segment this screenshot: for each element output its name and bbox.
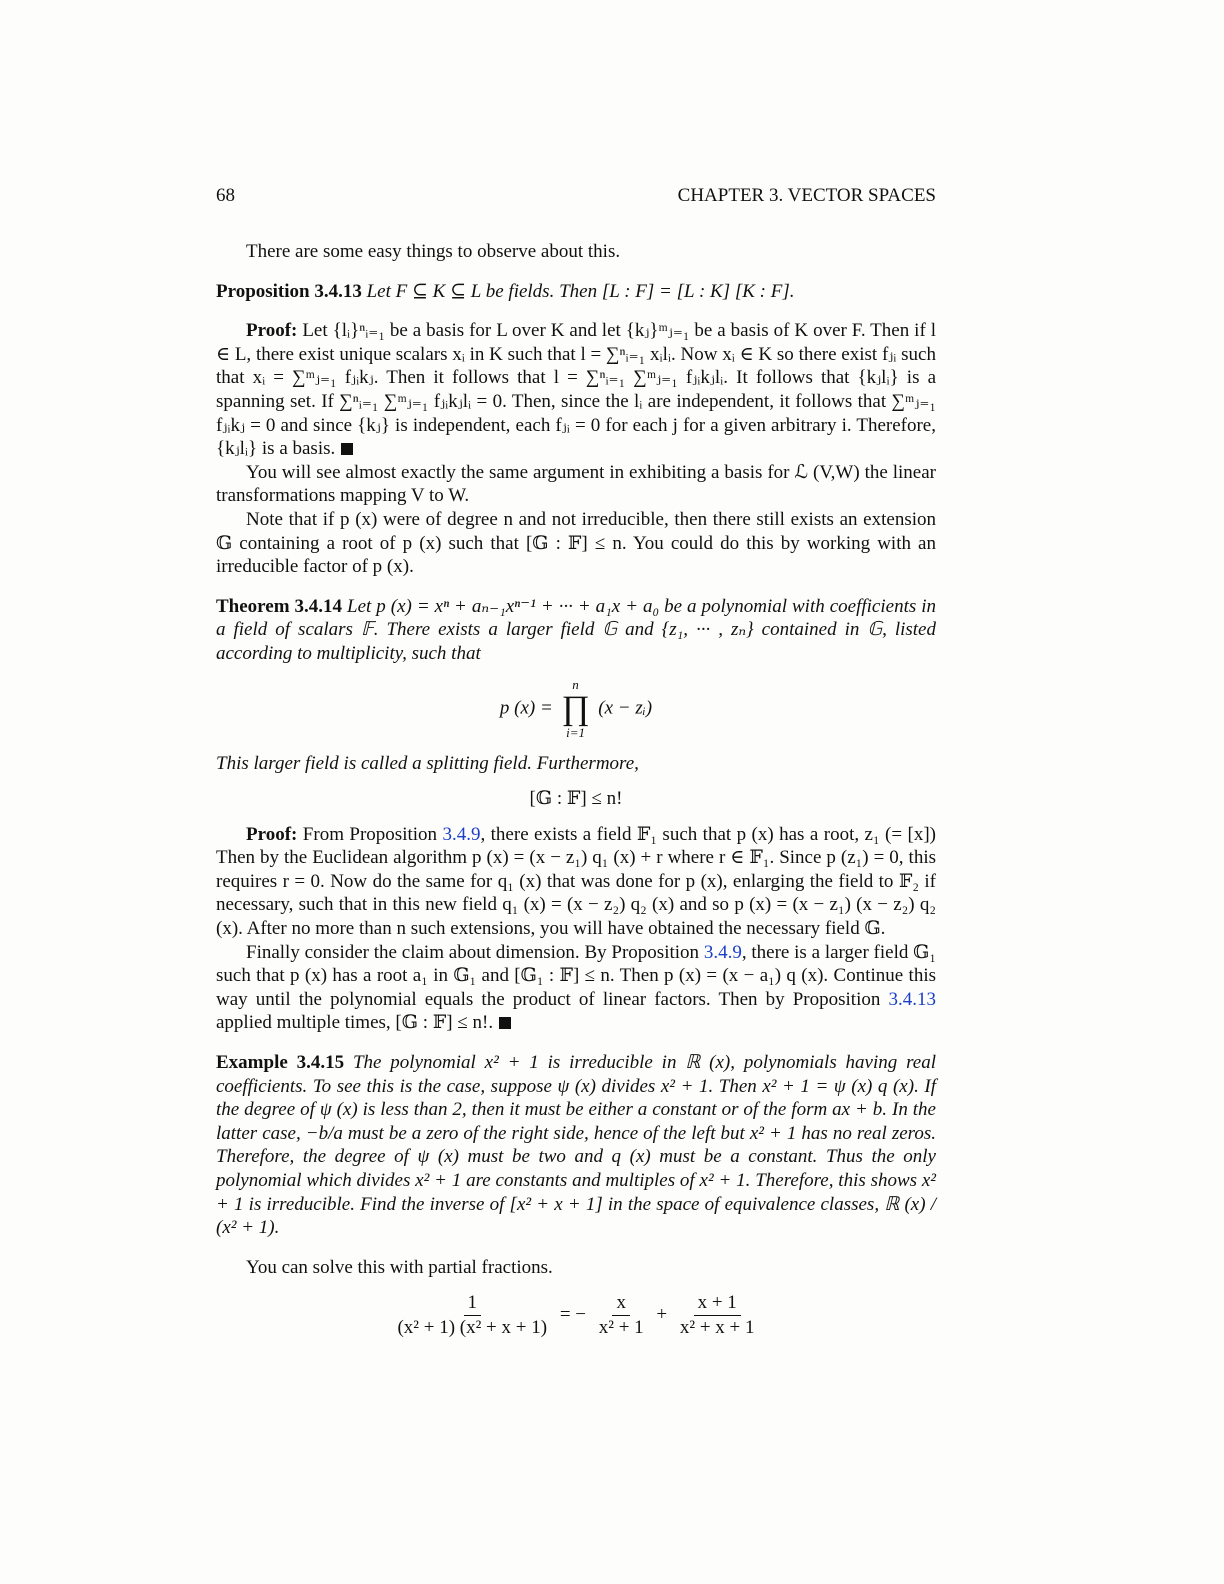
- chapter-title: CHAPTER 3. VECTOR SPACES: [677, 185, 936, 206]
- theorem-statement: Let p (x) = xⁿ + aₙ₋₁xⁿ⁻¹ + ··· + a₁x + a₀ be a polynomial with coefficients in a field of scalars 𝔽. There exists a larger field 𝔾 and {z₁, ··· , zₙ} contained in 𝔾, listed according to multiplicity, such that: [216, 595, 937, 664]
- denominator: (x² + 1) (x² + x + 1): [397, 1317, 548, 1339]
- ref-prop-3-4-9[interactable]: 3.4.9: [442, 823, 481, 845]
- proposition-statement: Let F ⊆ K ⊆ L be fields. Then [L : F] = [L : K] [K : F].: [366, 280, 795, 302]
- plus-sign: +: [656, 1304, 668, 1326]
- proof-body: Let {lᵢ}ⁿᵢ₌₁ be a basis for L over K and let {kⱼ}ᵐⱼ₌₁ be a basis of K over F. Then if l ∈ L, there exist unique scalars xᵢ in K such that l = ∑ⁿᵢ₌₁ xᵢlᵢ. Now xᵢ ∈ K so there exist fⱼᵢ such that xᵢ = ∑ᵐⱼ₌₁ fⱼᵢkⱼ. Then it follows that l = ∑ⁿᵢ₌₁ ∑ᵐⱼ₌₁ fⱼᵢkⱼlᵢ. It follows that {kⱼlᵢ} is a spanning set. If ∑ⁿᵢ₌₁ ∑ᵐⱼ₌₁ fⱼᵢkⱼlᵢ = 0. Then, since the lᵢ are independent, it follows that ∑ᵐⱼ₌₁ fⱼᵢkⱼ = 0 and since {kⱼ} is independent, each fⱼᵢ = 0 for each j for a given arbitrary i. Therefore, {kⱼlᵢ} is a basis.: [216, 320, 936, 460]
- basis-paragraph: You will see almost exactly the same argument in exhibiting a basis for ℒ (V,W) the linear transformations mapping V to W.: [216, 461, 936, 507]
- partial-fraction-equation: [216, 1291, 936, 1340]
- note-paragraph: Note that if p (x) were of degree n and not irreducible, then there still exists an extension 𝔾 containing a root of p (x) such that [𝔾 : 𝔽] ≤ n. You could do this by working with an irreducible factor of p (x).: [216, 508, 936, 578]
- proof-label: Proof:: [246, 320, 298, 342]
- prod-lower-limit: i=1: [566, 724, 585, 740]
- proposition-3-4-13: [216, 280, 936, 304]
- product-equation: [216, 678, 936, 740]
- proof-theorem-part2: [216, 941, 936, 1035]
- proof-label: Proof:: [246, 823, 298, 845]
- proof-text: Finally consider the claim about dimension. By Proposition: [246, 941, 700, 963]
- proof-text: , there is a larger field 𝔾₁ such that p (x) has a root a₁ in 𝔾₁ and [𝔾₁ : 𝔽] ≤ n. Then p (x) = (x − a₁) q (x). Continue this way until the polynomial equals the product of linear factors. Then by Proposition: [216, 941, 937, 1010]
- numerator: x + 1: [694, 1291, 741, 1316]
- fraction-rhs-1: [595, 1291, 648, 1340]
- denominator: x² + x + 1: [679, 1317, 755, 1339]
- fraction-lhs: [393, 1291, 551, 1340]
- page-body: [216, 240, 936, 1352]
- degree-equation: [𝔾 : 𝔽] ≤ n!: [529, 788, 623, 810]
- ref-prop-3-4-9[interactable]: 3.4.9: [703, 941, 742, 963]
- prod-upper-limit: n: [572, 676, 579, 692]
- qed-icon: [499, 1017, 511, 1029]
- example-3-4-15: [216, 1051, 936, 1240]
- splitting-field-sentence: This larger field is called a splitting field. Furthermore,: [216, 752, 639, 774]
- fraction-rhs-2: [676, 1291, 759, 1340]
- example-statement: The polynomial x² + 1 is irreducible in ℝ (x), polynomials having real coefficients. To see this is the case, suppose ψ (x) divides x² + 1. Then x² + 1 = ψ (x) q (x). If the degree of ψ (x) is less than 2, then it must be either a constant or of the form ax + b. In the latter case, −b/a must be a zero of the right side, hence of the left but x² + 1 has no real zeros. Therefore, the degree of ψ (x) must be two and q (x) must be a constant. Thus the only polynomial which divides x² + 1 are constants and multiples of x² + 1. Therefore, this shows x² + 1 is irreducible. Find the inverse of [x² + x + 1] in the space of equivalence classes, ℝ (x) / (x² + 1).: [216, 1052, 937, 1239]
- partial-fractions-intro: You can solve this with partial fractions.: [246, 1256, 553, 1278]
- proof-text: From Proposition: [302, 823, 438, 845]
- proposition-label: Proposition 3.4.13: [216, 280, 362, 302]
- equals-minus: = −: [559, 1304, 586, 1326]
- page-number: 68: [216, 185, 235, 206]
- numerator: 1: [464, 1291, 482, 1316]
- proof-text: applied multiple times, [𝔾 : 𝔽] ≤ n!.: [216, 1012, 494, 1034]
- intro-paragraph: There are some easy things to observe about this.: [246, 241, 621, 262]
- prod-symbol: ∏: [561, 689, 590, 727]
- product-operator: [562, 678, 590, 740]
- theorem-3-4-14: [216, 595, 936, 666]
- denominator: x² + 1: [598, 1317, 644, 1339]
- ref-prop-3-4-13[interactable]: 3.4.13: [888, 988, 936, 1010]
- qed-icon: [341, 443, 353, 455]
- eq-rhs: (x − zᵢ): [598, 696, 653, 718]
- numerator: x: [612, 1291, 630, 1316]
- proof-text: , there exists a field 𝔽₁ such that p (x) has a root, z₁ (= [x]) Then by the Euclidean algorithm p (x) = (x − z₁) q₁ (x) + r where r ∈ 𝔽₁. Since p (z₁) = 0, this requires r = 0. Now do the same for q₁ (x) that was done for p (x), enlarging the field to 𝔽₂ if necessary, such that in this new field q₁ (x) = (x − z₂) q₂ (x) and so p (x) = (x − z₁) (x − z₂) q₂ (x). After no more than n such extensions, you will have obtained the necessary field 𝔾.: [216, 823, 936, 940]
- theorem-label: Theorem 3.4.14: [216, 595, 343, 617]
- running-header: [216, 184, 936, 208]
- example-label: Example 3.4.15: [216, 1052, 345, 1074]
- eq-lhs: p (x) =: [499, 696, 553, 718]
- proof-theorem-part1: [216, 823, 936, 941]
- proof-proposition: [216, 319, 936, 461]
